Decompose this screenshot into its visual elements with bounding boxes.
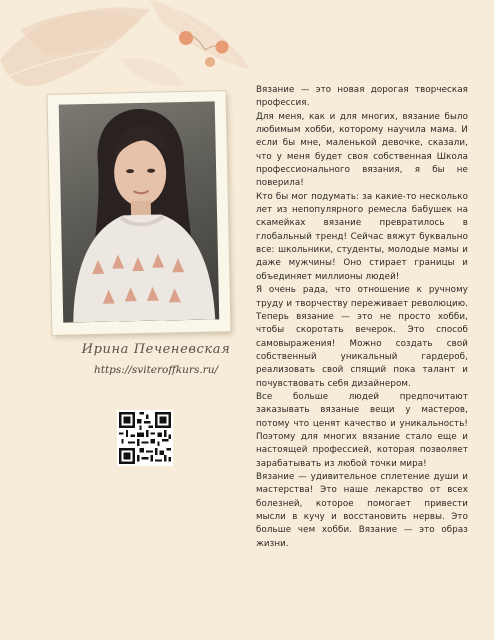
paragraph: Вязание — это новая дорогая творческая профессия.	[256, 85, 468, 109]
autumn-leaf-icon	[0, 7, 160, 86]
paragraph: Я очень рада, что отношение к ручному труду и творчеству переживает революцию. Теперь вязание — это не просто хобби, чтобы скоротать вечерок. Это способ самовыражения! Можно создать свой собственный уникальный гардероб, реализовать свой спящий пока талант и почувствовать себя дизайнером.	[256, 285, 468, 389]
portrait-illustration	[59, 101, 220, 322]
berries-icon	[179, 31, 229, 67]
paragraph: Все больше людей предпочитают заказывать вязаные вещи у мастеров, потому что ценят качество и уникальность! Поэтому для многих вязание стало еще и настоящей профессией, которая позволяет зарабатывать из любой точки мира!	[256, 391, 468, 469]
author-website-link[interactable]: https://sviteroffkurs.ru/	[93, 364, 218, 376]
author-name: Ирина Печеневская	[81, 342, 231, 357]
paragraph: Кто бы мог подумать: за какие-то несколько лет из непопулярного ремесла бабушек на скамейках вязание превратилось в глобальный тренд! Сейчас вяжут буквально все: школьники, студенты, молодые мамы и даже мужчины! Оно стирает границы и объединяет миллионы людей!	[256, 191, 468, 282]
author-photo-frame	[48, 91, 231, 335]
paragraph: Для меня, как и для многих, вязание было любимым хобби, которому научила мама. И если бы мне, маленькой девочке, сказали, что у меня будет своя собственная Школа профессионального вязания, я бы не поверила!	[256, 111, 468, 189]
autumn-leaf-icon	[150, 0, 250, 75]
paragraph: Вязание — удивительное сплетение души и мастерства! Это наше лекарство от всех болезней, которое помогает привести мысли в кучу и восстановить нервы. Это больше чем хобби. Вязание — это образ жизни.	[256, 471, 468, 549]
article-text	[256, 84, 468, 551]
author-photo	[59, 101, 220, 322]
autumn-leaf-icon	[120, 58, 185, 85]
qr-code-icon[interactable]	[117, 410, 173, 466]
